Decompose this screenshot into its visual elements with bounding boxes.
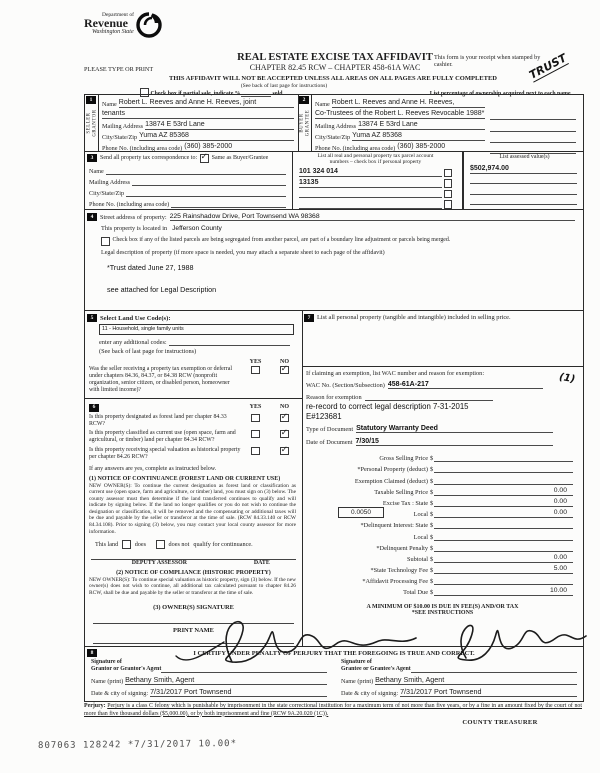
corr-phone-field[interactable] xyxy=(171,207,286,208)
buyer-name-field-2[interactable]: Co-Trustees of the Robert L. Reeves Revocable 1988* xyxy=(315,110,485,117)
tax-field-tech-fee[interactable] xyxy=(434,565,573,574)
partial-sale-label: Check box if partial sale, indicate % xyxy=(150,90,241,97)
qualify-label: qualify for continuance. xyxy=(193,541,253,548)
forest-land-question: Is this property designated as forest land per chapter 84.33 RCW? xyxy=(89,413,227,427)
does-not-checkbox[interactable] xyxy=(156,540,165,549)
owners-signature-title: (3) OWNER(S) SIGNATURE xyxy=(153,603,234,611)
tax-row-delinq-interest xyxy=(306,518,573,529)
corr-city-field[interactable] xyxy=(126,196,286,197)
tax-label: Excise Tax : State xyxy=(382,499,428,507)
grantor-date-city-field[interactable]: 7/31/2017 Port Townsend xyxy=(150,688,327,697)
grantee-name-print-field[interactable]: Bethany Smith, Agent xyxy=(375,676,577,685)
form-title: REAL ESTATE EXCISE TAX AFFIDAVIT xyxy=(237,52,433,63)
certification-section xyxy=(85,646,583,702)
tax-field-excise-local[interactable] xyxy=(434,509,573,518)
buyer-phone-field[interactable]: (360) 385-2000 xyxy=(397,143,485,152)
tax-row-personal xyxy=(306,462,573,473)
tax-label: *Delinquent Penalty xyxy=(376,544,428,552)
seller-section xyxy=(85,95,299,151)
forest-yes-checkbox[interactable] xyxy=(251,414,260,423)
county-treasurer-label: COUNTY TREASURER xyxy=(462,719,538,726)
tax-label: *Personal Property (deduct) xyxy=(357,466,428,474)
buyer-address-field[interactable]: 13874 E 53rd Lane xyxy=(358,121,485,130)
buyer-side-label xyxy=(299,99,310,147)
tax-label: Local xyxy=(413,533,428,541)
sold-label: sold. xyxy=(272,90,284,97)
parcel-field-1[interactable]: 101 324 014 xyxy=(299,168,442,177)
trust-date-note: *Trust dated June 27, 1988 xyxy=(107,262,194,272)
buyer-name-label: Name xyxy=(315,101,330,108)
tax-row-processing-fee xyxy=(306,574,573,585)
doc-type-field[interactable]: Statutory Warranty Deed xyxy=(356,425,553,433)
grantor-signature-label xyxy=(91,659,161,673)
exemption-no-checkbox[interactable] xyxy=(280,363,289,375)
current-use-no-checkbox[interactable] xyxy=(280,427,289,439)
parcel-header-line1: List all real and personal property tax parcel account xyxy=(317,153,434,159)
segregated-checkbox[interactable] xyxy=(101,237,110,246)
seller-city-label: City/State/Zip xyxy=(102,134,138,141)
dollar-sign: $ xyxy=(430,578,434,586)
correspondence-row xyxy=(85,151,583,210)
this-land-label: This land xyxy=(95,541,119,548)
tax-label: *Affidavit Processing Fee xyxy=(362,578,428,586)
current-use-yes-checkbox[interactable] xyxy=(251,430,260,439)
tax-field-taxable[interactable] xyxy=(434,487,573,496)
dollar-sign: $ xyxy=(430,488,434,496)
historic-question: Is this property receiving special valuation as historical property per chapter 84.26 RCW? xyxy=(89,446,241,460)
doc-type-label: Type of Document xyxy=(306,426,354,433)
revenue-swirl-icon xyxy=(136,12,162,38)
located-in-label: This property is located in xyxy=(101,225,168,232)
landuse-see-back: (See back of last page for instructions) xyxy=(99,347,197,355)
corr-address-label: Mailing Address xyxy=(89,178,131,186)
corr-name-field[interactable] xyxy=(106,174,286,175)
receipt-note: This form is your receipt when stamped by cashier. xyxy=(434,54,541,69)
parcel-field-3[interactable] xyxy=(299,197,442,198)
seller-side-label-1: SELLER xyxy=(86,112,92,134)
additional-codes-label: enter any additional codes: xyxy=(99,338,167,346)
tax-row-subtotal xyxy=(306,552,573,563)
does-label: does xyxy=(134,541,147,548)
corr-address-field[interactable] xyxy=(132,185,286,186)
section-6-number: 6 xyxy=(89,404,99,412)
ownership-percent-lines xyxy=(490,97,580,152)
notice-compliance-title: (2) NOTICE OF COMPLIANCE (HISTORIC PROPERTY) xyxy=(116,569,271,576)
seller-side-label-2: GRANTOR xyxy=(92,109,97,137)
tax-value: 5.00 xyxy=(553,565,567,573)
notice-compliance-body: NEW OWNER(S): To continue special valuation as historic property, sign (3) below. If the new owner(s) does not wish to continue, all additional tax calculated pursuant to chapter 84.26 RCW, shall be due and payable by the seller or transferor at the time of sale. xyxy=(89,576,296,596)
seller-address-label: Mailing Address xyxy=(102,123,144,130)
parcel-personal-checkbox-2[interactable] xyxy=(444,179,453,188)
wac-label: WAC No. (Section/Subsection) xyxy=(306,382,385,389)
check-icon: ✓ xyxy=(280,363,288,374)
dollar-sign: $ xyxy=(430,544,434,552)
yes-header-5: YES xyxy=(249,358,262,365)
reason-text-line2: E#123681 xyxy=(306,411,342,421)
dollar-sign: $ xyxy=(430,466,434,474)
buyer-phone-label: Phone No. (including area code) xyxy=(315,145,396,152)
assessed-field-2[interactable] xyxy=(470,183,577,184)
tax-label: Taxable Selling Price xyxy=(374,488,428,496)
wac-field[interactable]: 458-61A-217 xyxy=(388,381,543,389)
tax-row-tech-fee xyxy=(306,563,573,574)
tax-row-excise-local xyxy=(306,507,573,518)
parties-row xyxy=(85,95,583,151)
seller-address-field[interactable]: 13874 E 53rd Lane xyxy=(145,121,294,130)
parcel-header xyxy=(293,152,458,166)
reason-field[interactable] xyxy=(365,393,493,401)
grantee-date-city-label: Date & city of signing: xyxy=(341,689,399,697)
print-name-title: PRINT NAME xyxy=(173,626,214,634)
tax-value: 0.00 xyxy=(553,497,567,505)
form-chapter: CHAPTER 82.45 RCW – CHAPTER 458-61A WAC xyxy=(249,63,421,72)
same-as-buyer-label: Same as Buyer/Grantee xyxy=(211,155,269,162)
located-in-field[interactable]: Jefferson County xyxy=(172,225,222,232)
if-yes-note: If any answers are yes, complete as instructed below. xyxy=(89,465,217,472)
see-instructions-note: *SEE INSTRUCTIONS xyxy=(411,610,474,617)
grantee-sig-label-1: Signature of xyxy=(341,659,372,665)
landuse-column xyxy=(85,311,303,647)
section-3-number: 3 xyxy=(87,154,97,162)
forest-no-checkbox[interactable] xyxy=(280,411,289,423)
seller-phone-field[interactable]: (360) 385-2000 xyxy=(184,143,294,152)
historic-no-checkbox[interactable] xyxy=(280,444,289,456)
parcel-field-2[interactable]: 13135 xyxy=(299,179,442,188)
dor-logo xyxy=(84,12,214,38)
warning-line: THIS AFFIDAVIT WILL NOT BE ACCEPTED UNLESS ALL AREAS ON ALL PAGES ARE FULLY COMPLETED xyxy=(169,75,497,82)
exemption-yes-checkbox[interactable] xyxy=(251,366,260,375)
dollar-sign: $ xyxy=(430,555,434,563)
tax-row-taxable xyxy=(306,485,573,496)
buyer-section xyxy=(298,95,583,151)
grantor-date-city-label: Date & city of signing: xyxy=(91,689,149,697)
doc-date-label: Date of Document xyxy=(306,439,353,446)
reason-text xyxy=(302,401,583,421)
grantee-signature-block xyxy=(341,659,577,697)
tax-label: Gross Selling Price xyxy=(379,455,428,463)
dollar-sign: $ xyxy=(430,533,434,541)
current-use-question: Is this property classified as current use (open space, farm and agricultural, or timber) land per chapter 84.34 RCW? xyxy=(89,429,236,443)
qualify-row xyxy=(85,535,302,549)
handwritten-trust-annotation: TRUST xyxy=(527,51,569,82)
section-7-number: 7 xyxy=(304,314,314,322)
reason-text-line1: re-record to correct legal description 7-31-2015 xyxy=(306,402,469,411)
legal-attached-note: see attached for Legal Description xyxy=(107,284,217,294)
no-header-6: NO xyxy=(280,403,289,410)
seller-name-field-2[interactable]: tenants xyxy=(102,110,294,119)
deputy-assessor-line xyxy=(91,559,296,566)
minimum-fee-note: A MINIMUM OF $10.00 IS DUE IN FEE(S) AND/OR TAX xyxy=(366,604,519,611)
grantor-signature-block xyxy=(91,659,327,697)
grantor-name-print-field[interactable]: Bethany Smith, Agent xyxy=(125,676,327,685)
parcel-header-line2: numbers – check box if personal property xyxy=(329,159,422,166)
does-not-label: does not xyxy=(168,541,190,548)
buyer-side-label-1: BUYER xyxy=(299,113,305,133)
parcel-numbers-cell xyxy=(292,152,458,210)
notice-continuance-body: NEW OWNER(S): To continue the current designation as forest land or classification as current use (open space, farm and agriculture, or timber) land, you must sign on (3) below. The county assessor must then determine if the land transferred continues to qualify and will indicate by signing below. If the land no longer qualifies or you do not wish to continue the designation or classification, it will be removed and the compensating or additional taxes will be due and payable by the seller or transferor at the time of sale. (RCW 84.33.140 or RCW 84.34.108). Prior to signing (3) below, you may contact your local county assessor for more information. xyxy=(89,482,296,535)
corr-city-label: City/State/Zip xyxy=(89,189,125,197)
logo-revenue-text: Revenue xyxy=(84,16,128,30)
tax-value: 0.00 xyxy=(553,509,567,517)
perjury-label: Perjury: xyxy=(84,703,106,709)
property-section xyxy=(85,209,583,311)
section-8-number: 8 xyxy=(87,649,97,657)
cashier-stamp-line: 807063 128242 *7/31/2017 10.00* xyxy=(37,738,238,752)
send-correspondence-label: Send all property tax correspondence to: xyxy=(100,155,198,162)
reason-label: Reason for exemption xyxy=(306,394,362,401)
deputy-assessor-label: DEPUTY ASSESSOR xyxy=(131,559,187,566)
street-address-label: Street address of property: xyxy=(100,214,167,221)
notice-continuance-title: (1) NOTICE OF CONTINUANCE (FOREST LAND OR CURRENT USE) xyxy=(89,475,281,482)
tax-row-delinq-local xyxy=(306,529,573,540)
no-header-5: NO xyxy=(280,358,289,365)
grantor-name-print-label: Name (print) xyxy=(91,677,124,685)
seller-city-field[interactable]: Yuma AZ 85368 xyxy=(139,132,294,141)
section-5-number: 5 xyxy=(87,314,97,322)
tax-label: Local xyxy=(413,511,428,519)
buyer-name-field[interactable]: Robert L. Reeves and Anne H. Reeves, xyxy=(332,99,485,108)
yes-header-6: YES xyxy=(249,403,262,410)
logo-state-text: Washington State xyxy=(92,29,134,35)
buyer-address-label: Mailing Address xyxy=(315,123,357,130)
details-row xyxy=(85,310,583,647)
assessed-values-cell xyxy=(462,152,585,210)
see-back-note: (See back of last page for instructions) xyxy=(240,82,328,89)
dollar-sign: $ xyxy=(430,499,434,507)
dollar-sign: $ xyxy=(430,567,434,575)
tax-value: 10.00 xyxy=(549,587,567,595)
assessed-field-4[interactable] xyxy=(470,204,577,205)
seller-phone-label: Phone No. (including area code) xyxy=(102,145,183,152)
tax-row-exemption xyxy=(306,473,573,484)
grantee-signature-label xyxy=(341,659,411,673)
assessed-header: List assessed value(s) xyxy=(499,154,550,160)
buyer-city-field[interactable]: Yuma AZ 85368 xyxy=(352,132,485,141)
tax-field-total[interactable] xyxy=(434,587,573,596)
personal-property-title: List all personal property (tangible and intangible) included in selling price. xyxy=(317,314,511,321)
tax-row-delinq-penalty xyxy=(306,541,573,552)
dollar-sign: $ xyxy=(430,477,434,485)
additional-codes-field[interactable] xyxy=(169,338,290,346)
please-type-note: PLEASE TYPE OR PRINT xyxy=(84,66,154,73)
perjury-note xyxy=(84,703,582,718)
tax-label: Total Due xyxy=(403,589,428,597)
parcel-personal-checkbox-3[interactable] xyxy=(444,190,453,199)
historic-yes-checkbox[interactable] xyxy=(251,447,260,456)
exemption-question: Was the seller receiving a property tax exemption or deferral under chapters 84.36, 84.37, or 84.38 RCW (nonprofit organization, senior citizen, or disabled person, homeowner with limited income)? xyxy=(89,365,232,393)
tax-label: Subtotal xyxy=(407,555,428,563)
tax-value: 0.00 xyxy=(553,553,567,561)
legal-description-label: Legal description of property (if more space is needed, you may attach a separate sheet to each page of the affidavit) xyxy=(101,249,385,256)
print-name-line[interactable] xyxy=(93,643,294,644)
seller-name-field[interactable]: Robert L. Reeves and Anne H. Reeves, joint xyxy=(119,99,294,108)
check-icon: ✓ xyxy=(200,152,208,162)
doc-date-field[interactable]: 7/30/15 xyxy=(356,438,553,446)
seller-side-label xyxy=(86,99,97,147)
assessed-field-1[interactable]: $502,974.00 xyxy=(470,165,577,174)
segregated-label: Check box if any of the listed parcels are being segregated from another parcel, are part of a boundary line adjustment or parcels being merged. xyxy=(112,237,451,243)
handwritten-wac-subsection: (1) xyxy=(558,371,576,386)
grantee-name-print-label: Name (print) xyxy=(341,677,374,685)
landuse-code-select[interactable]: 11 - Household, single family units xyxy=(99,324,294,335)
correspondence-cell xyxy=(85,152,292,210)
tax-row-excise-state xyxy=(306,496,573,507)
dollar-sign: $ xyxy=(430,589,434,597)
corr-phone-label: Phone No. (including area code) xyxy=(89,200,170,208)
parcel-personal-checkbox-4[interactable] xyxy=(444,200,453,209)
logo-dept-text: Department of xyxy=(102,12,134,18)
tax-label: *Delinquent Interest: State xyxy=(360,522,428,530)
dollar-sign: $ xyxy=(430,455,434,463)
local-rate-box[interactable]: 0.0050 xyxy=(338,507,384,518)
tax-value: 0.00 xyxy=(553,486,567,494)
certify-statement: I CERTIFY UNDER PENALTY OF PERJURY THAT THE FOREGOING IS TRUE AND CORRECT. xyxy=(193,650,475,657)
does-checkbox[interactable] xyxy=(122,540,131,549)
same-as-buyer-checkbox[interactable] xyxy=(200,154,209,163)
check-icon: ✓ xyxy=(280,411,288,422)
grantee-date-city-field[interactable]: 7/31/2017 Port Townsend xyxy=(400,688,577,697)
grantor-sig-label-1: Signature of xyxy=(91,659,122,665)
landuse-title: Select Land Use Code(s): xyxy=(100,314,171,322)
form-border xyxy=(84,94,584,702)
perjury-body: Perjury is a class C felony which is punishable by imprisonment in the state correctional institution for a maximum term of not more than five years, or by a fine in an amount fixed by the court of not more than five thousand dollars ($5,000.00), or by both imprisonment and fine (RCW 9A.20.020 (1C)). xyxy=(84,703,582,717)
tax-field-excise-state[interactable] xyxy=(434,498,573,507)
check-icon: ✓ xyxy=(280,444,288,455)
check-icon: ✓ xyxy=(280,427,288,438)
tax-field-subtotal[interactable] xyxy=(434,554,573,563)
dollar-sign: $ xyxy=(430,522,434,530)
parcel-personal-checkbox-1[interactable] xyxy=(444,169,453,178)
dollar-sign: $ xyxy=(430,511,434,519)
buyer-city-label: City/State/Zip xyxy=(315,134,351,141)
exemption-intro: If claiming an exemption, list WAC number and reason for exemption: xyxy=(302,366,583,377)
tax-label: Exemption Claimed (deduct) xyxy=(354,477,428,485)
date-label: DATE xyxy=(253,559,270,566)
section-1-number: 1 xyxy=(86,96,96,104)
grantee-signature-line[interactable] xyxy=(411,660,577,673)
section-2-number: 2 xyxy=(299,96,309,104)
buyer-side-label-2: GRANTEE xyxy=(305,109,310,137)
ownership-percent-note: List percentage of ownership acquired next to each name. xyxy=(429,90,572,97)
corr-name-label: Name xyxy=(89,167,104,175)
grantee-sig-label-2: Grantee or Grantee's Agent xyxy=(341,665,411,672)
tax-column xyxy=(302,311,583,647)
assessed-field-3[interactable] xyxy=(470,194,577,195)
seller-name-label: Name xyxy=(102,101,117,108)
grantor-signature-line[interactable] xyxy=(161,660,327,673)
street-address-field[interactable]: 225 Rainshadow Drive, Port Townsend WA 98368 xyxy=(170,213,575,221)
section-4-number: 4 xyxy=(87,213,97,221)
grantor-sig-label-2: Grantor or Grantor's Agent xyxy=(91,665,162,672)
tax-label: *State Technology Fee xyxy=(370,567,428,575)
tax-computation xyxy=(302,446,583,596)
tax-row-total xyxy=(306,585,573,596)
tax-row-gross xyxy=(306,451,573,462)
